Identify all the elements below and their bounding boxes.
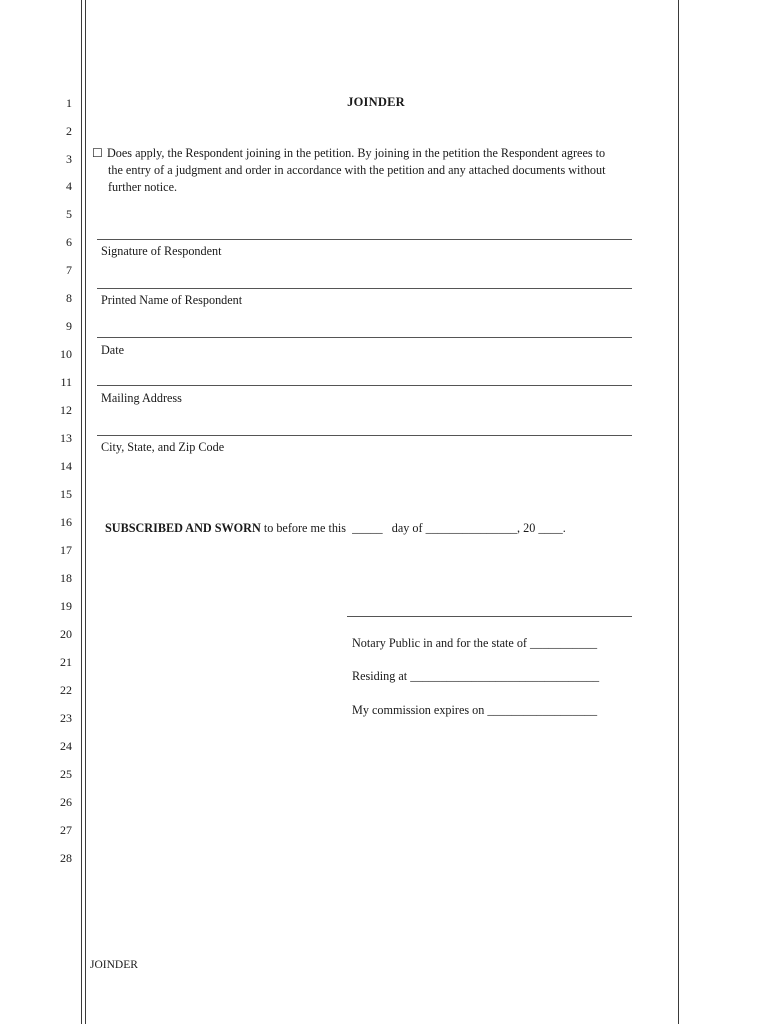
line-number: 25 xyxy=(60,767,72,781)
line-number: 16 xyxy=(60,515,72,529)
line-number: 9 xyxy=(66,319,72,333)
line-number: 12 xyxy=(60,403,72,417)
line-number: 28 xyxy=(60,851,72,865)
notary-state-field: Notary Public in and for the state of ___________ xyxy=(352,636,598,650)
signature-label: Signature of Respondent xyxy=(101,244,222,258)
line-number: 22 xyxy=(60,683,72,697)
signature-line[interactable] xyxy=(97,239,632,240)
line-number: 18 xyxy=(60,571,72,585)
city-state-zip-line[interactable] xyxy=(97,435,632,436)
joinder-paragraph xyxy=(92,145,678,196)
line-number: 3 xyxy=(66,152,72,166)
line-number: 2 xyxy=(66,124,72,138)
sworn-text: to before me this _____ day of _______________, 20 ____. xyxy=(260,521,566,535)
line-number: 10 xyxy=(60,347,72,361)
line-number: 26 xyxy=(60,795,72,809)
line-number: 19 xyxy=(60,599,72,613)
line-number: 21 xyxy=(60,655,72,669)
line-number: 5 xyxy=(66,207,72,221)
joinder-text-line-1: Does apply, the Respondent joining in the petition. By joining in the petition the Respondent agrees to xyxy=(107,146,606,160)
line-number: 1 xyxy=(66,96,72,110)
line-number: 23 xyxy=(60,711,72,725)
line-number: 8 xyxy=(66,291,72,305)
line-number: 6 xyxy=(66,235,72,249)
line-number: 7 xyxy=(66,263,72,277)
line-number: 24 xyxy=(60,739,72,753)
joinder-text-line-2: the entry of a judgment and order in accordance with the petition and any attached documents without xyxy=(108,163,606,177)
joinder-checkbox[interactable]: ☐ xyxy=(92,146,103,160)
notary-signature-line[interactable] xyxy=(347,616,632,617)
sworn-heading: SUBSCRIBED AND SWORN xyxy=(105,521,261,535)
city-state-zip-label: City, State, and Zip Code xyxy=(101,440,225,454)
document-title: JOINDER xyxy=(347,95,405,109)
sworn-statement xyxy=(105,521,566,535)
line-number: 14 xyxy=(60,459,72,473)
line-number: 4 xyxy=(66,179,72,193)
left-margin-rule-inner xyxy=(85,0,86,1024)
line-number: 20 xyxy=(60,627,72,641)
mailing-address-label: Mailing Address xyxy=(101,391,182,405)
date-label: Date xyxy=(101,343,125,357)
residing-at-field: Residing at _______________________________ xyxy=(352,669,600,683)
line-number: 27 xyxy=(60,823,72,837)
joinder-text-line-3: further notice. xyxy=(108,180,178,194)
line-number: 13 xyxy=(60,431,72,445)
commission-expires-field: My commission expires on __________________ xyxy=(352,703,598,717)
line-number: 15 xyxy=(60,487,72,501)
page-footer: JOINDER xyxy=(90,959,138,971)
right-margin-rule xyxy=(678,0,679,1024)
line-number: 11 xyxy=(60,375,72,389)
line-number: 17 xyxy=(60,543,72,557)
mailing-address-line[interactable] xyxy=(97,385,632,386)
printed-name-label: Printed Name of Respondent xyxy=(101,293,243,307)
printed-name-line[interactable] xyxy=(97,288,632,289)
left-margin-rule xyxy=(81,0,82,1024)
date-line[interactable] xyxy=(97,337,632,338)
